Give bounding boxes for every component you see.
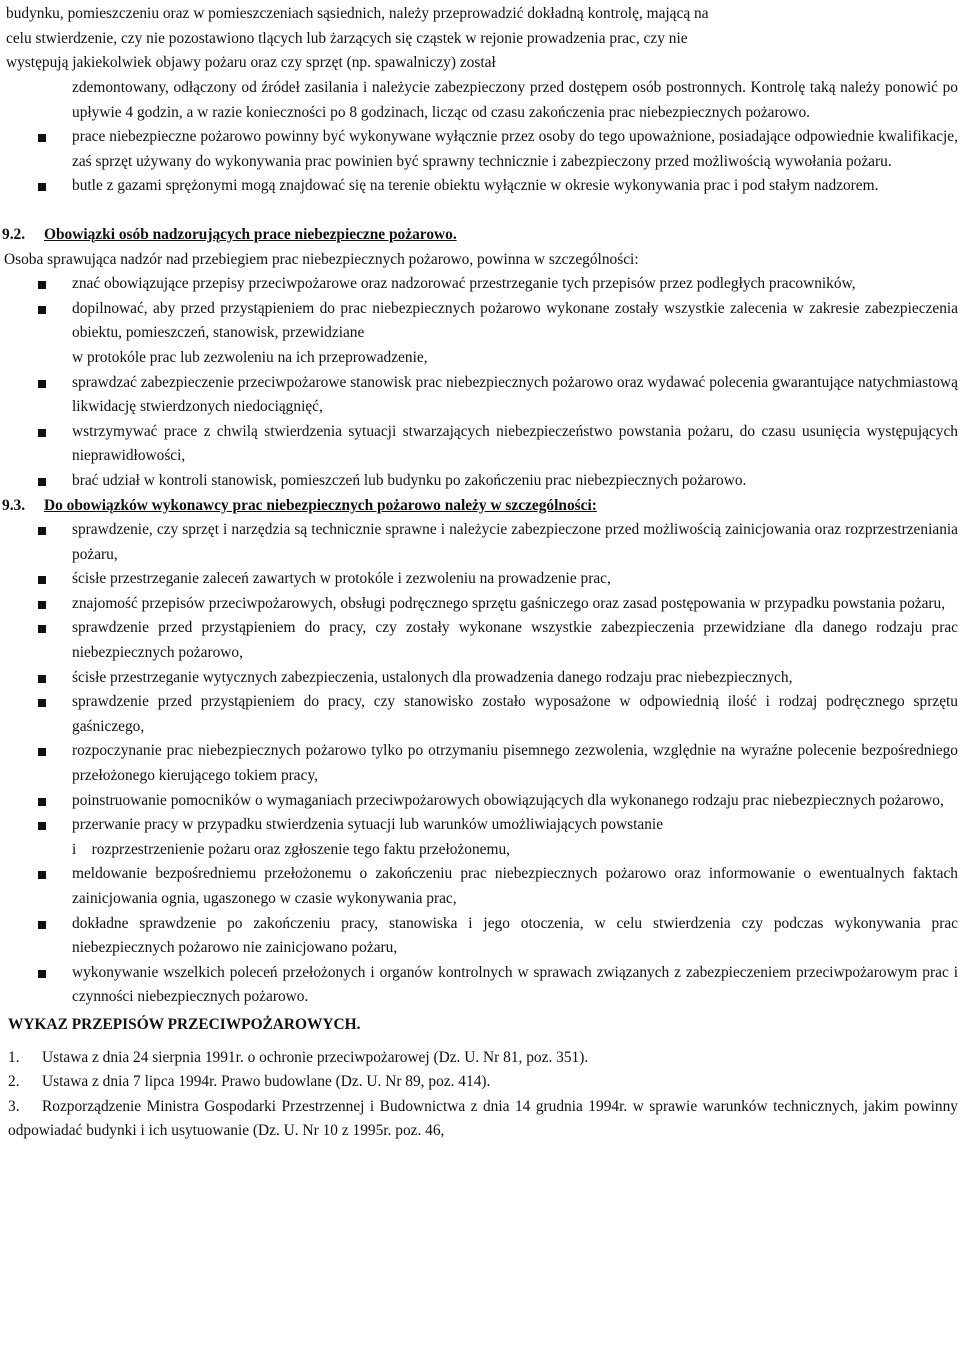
list-item [0, 518, 960, 567]
list-item-text: przerwanie pracy w przypadku stwierdzenia sytuacji lub warunków umożliwiających powstanie [72, 816, 664, 834]
list-item [0, 469, 960, 494]
bullet-icon [38, 281, 46, 289]
list-item [0, 666, 960, 691]
list-item-text: wstrzymywać prace z chwilą stwierdzenia sytuacji stwarzających niebezpieczeństwo powstania pożaru, do czasu usunięcia występujących nieprawidłowości, [72, 422, 958, 465]
regulation-text: Ustawa z dnia 7 lipca 1994r. Prawo budowlane (Dz. U. Nr 89, poz. 414). [42, 1073, 491, 1091]
intro-line-3: występują jakiekolwiek objawy pożaru oraz czy sprzęt (np. spawalniczy) został [6, 54, 496, 72]
list-item-text: sprawdzenie przed przystąpieniem do pracy, czy stanowisko zostało wyposażone w odpowiednią ilość i rodzaj podręcznego sprzętu gaśniczego, [72, 693, 958, 735]
section-title: Obowiązki osób nadzorujących prace niebezpieczne pożarowo. [44, 225, 457, 243]
list-item [0, 567, 960, 592]
list-item-text: dopilnować, aby przed przystąpieniem do prac niebezpiecznych pożarowo wykonane zostały wszystkie zalecenia w zakresie zabezpieczenia obiektu, pomieszczeń, stanowisk, przewidziane [72, 299, 958, 342]
bullet-icon [38, 306, 46, 314]
list-item [0, 739, 960, 788]
bullet-icon [38, 822, 46, 830]
intro-line-1: budynku, pomieszczeniu oraz w pomieszczeniach sąsiednich, należy przeprowadzić dokładną kontrolę, mającą na [6, 5, 709, 22]
list-item [0, 690, 960, 739]
list-item-text: ścisłe przestrzeganie wytycznych zabezpieczenia, ustalonych dla prowadzenia danego rodzaju prac niebezpiecznych, [72, 668, 793, 686]
bullet-icon [38, 134, 46, 142]
section-lead: Osoba sprawująca nadzór nad przebiegiem prac niebezpiecznych pożarowo, powinna w szczególności: [4, 250, 639, 268]
list-item-text: sprawdzać zabezpieczenie przeciwpożarowe stanowisk prac niebezpiecznych pożarowo oraz wydawać polecenia gwarantujące natychmiastową likwidację stwierdzonych niedociągnięć, [72, 373, 958, 416]
bullet-icon [38, 921, 46, 929]
list-item [0, 174, 960, 199]
list-item [0, 592, 960, 617]
section-title: Do obowiązków wykonawcy prac niebezpiecznych pożarowo należy w szczególności: [44, 496, 597, 514]
bullet-icon [38, 798, 46, 806]
list-item-text: prace niebezpieczne pożarowo powinny być wykonywane wyłącznie przez osoby do tego upoważnione, posiadające odpowiednie kwalifikacje, zaś sprzęt używany do wykonywania prac powinien być sprawny technicznie i zabezpieczony przed możliwością wywołania pożaru. [72, 128, 958, 170]
list-item-text: dokładne sprawdzenie po zakończeniu pracy, stanowiska i jego otoczenia, w celu stwierdzenia czy podczas wykonywania prac niebezpiecznych pożarowo nie zainicjowano pożaru, [72, 914, 958, 957]
regulation-item [0, 1095, 960, 1144]
bullet-icon [38, 699, 46, 707]
regulation-number: 3. [8, 1097, 20, 1115]
bullet-icon [38, 625, 46, 633]
regulation-number: 2. [8, 1073, 20, 1091]
list-item-text-tail: i rozprzestrzenienie pożaru oraz zgłoszenie tego faktu przełożonemu, [72, 840, 510, 858]
section-number: 9.3. [2, 496, 26, 514]
list-item-text: poinstruowanie pomocników o wymaganiach przeciwpożarowych obowiązujących dla wykonanego rodzaju prac niebezpiecznych pożarowo, [72, 791, 944, 809]
regulation-item [0, 1070, 960, 1095]
list-item-text: znajomość przepisów przeciwpożarowych, obsługi podręcznego sprzętu gaśniczego oraz zasad postępowania w przypadku powstania pożaru, [72, 594, 946, 612]
list-item [0, 813, 960, 862]
section-heading-9-2 [0, 223, 960, 248]
regulation-text: Rozporządzenie Ministra Gospodarki Przestrzennej i Budownictwa z dnia 14 grudnia 1994r. w sprawie warunków technicznych, jakim powinny odpowiadać budynki i ich usytuowanie (Dz. U. Nr 10 z 1995r. poz. 46, [8, 1097, 958, 1140]
list-item [0, 961, 960, 1010]
regulation-number: 1. [8, 1048, 20, 1066]
list-item-text: wykonywanie wszelkich poleceń przełożonych i organów kontrolnych w sprawach związanych z zabezpieczeniem przeciwpożarowym prac i czynności niebezpiecznych pożarowo. [72, 963, 958, 1006]
list-item-text: sprawdzenie, czy sprzęt i narzędzia są technicznie sprawne i należycie zabezpieczone przed możliwością zainicjowania oraz rozprzestrzeniania pożaru, [72, 521, 958, 563]
bullet-icon [38, 970, 46, 978]
bullet-icon [38, 380, 46, 388]
list-item-text: ścisłe przestrzeganie zaleceń zawartych w protokóle i zezwoleniu na prowadzenie prac, [72, 570, 611, 588]
intro-first-lines [0, 2, 958, 76]
list-item [0, 297, 960, 371]
intro-line-2: celu stwierdzenie, czy nie pozostawiono tlących lub żarzących się cząstek w rejonie prowadzenia prac, czy nie [6, 29, 688, 47]
section-heading-9-3 [0, 494, 960, 519]
bullet-icon [38, 748, 46, 756]
list-item [0, 371, 960, 420]
list-item [0, 912, 960, 961]
regulation-item [0, 1046, 960, 1071]
intro-continuation: zdemontowany, odłączony od źródeł zasilania i należycie zabezpieczony przed dostępem osób postronnych. Kontrolę taką należy ponowić po upływie 4 godzin, a w razie konieczności po 8 godzinach, licząc od czasu zakończenia prac niebezpiecznych pożarowo. [72, 79, 958, 121]
list-item-text-tail: w protokóle prac lub zezwoleniu na ich przeprowadzenie, [72, 348, 428, 366]
list-item [0, 616, 960, 665]
bullet-icon [38, 478, 46, 486]
bullet-icon [38, 871, 46, 879]
list-item [0, 862, 960, 911]
list-item-text: butle z gazami sprężonymi mogą znajdować się na terenie obiektu wyłącznie w okresie wykonywania prac i pod stałym nadzorem. [72, 177, 879, 195]
list-item-text: rozpoczynanie prac niebezpiecznych pożarowo tylko po otrzymaniu pisemnego zezwolenia, względnie na wyraźne polecenie bezpośredniego przełożonego kierującego tokiem pracy, [72, 742, 958, 785]
bullet-icon [38, 576, 46, 584]
list-item [0, 789, 960, 814]
bullet-icon [38, 675, 46, 683]
list-item-text: meldowanie bezpośredniemu przełożonemu o zakończeniu prac niebezpiecznych pożarowo oraz informowanie o ewentualnych faktach zainicjowania ognia, ugaszonego w czasie wykonywania prac, [72, 865, 958, 907]
bullet-icon [38, 429, 46, 437]
list-item-text: brać udział w kontroli stanowisk, pomieszczeń lub budynku po zakończeniu prac niebezpiecznych pożarowo. [72, 471, 747, 489]
bullet-icon [38, 183, 46, 191]
section-number: 9.2. [2, 225, 26, 243]
bullet-icon [38, 601, 46, 609]
document-body [0, 76, 960, 1144]
regulation-text: Ustawa z dnia 24 sierpnia 1991r. o ochronie przeciwpożarowej (Dz. U. Nr 81, poz. 351). [42, 1048, 589, 1066]
bullet-icon [38, 527, 46, 535]
list-item [0, 420, 960, 469]
list-item-text: znać obowiązujące przepisy przeciwpożarowe oraz nadzorować przestrzeganie tych przepisów przez podległych pracowników, [72, 275, 856, 293]
list-item [0, 272, 960, 297]
list-item-text: sprawdzenie przed przystąpieniem do pracy, czy zostały wykonane wszystkie zabezpieczenia przewidziane dla danego rodzaju prac niebezpiecznych pożarowo, [72, 619, 958, 662]
list-item [0, 125, 960, 174]
regulations-title: WYKAZ PRZEPISÓW PRZECIWPOŻAROWYCH. [8, 1015, 361, 1033]
